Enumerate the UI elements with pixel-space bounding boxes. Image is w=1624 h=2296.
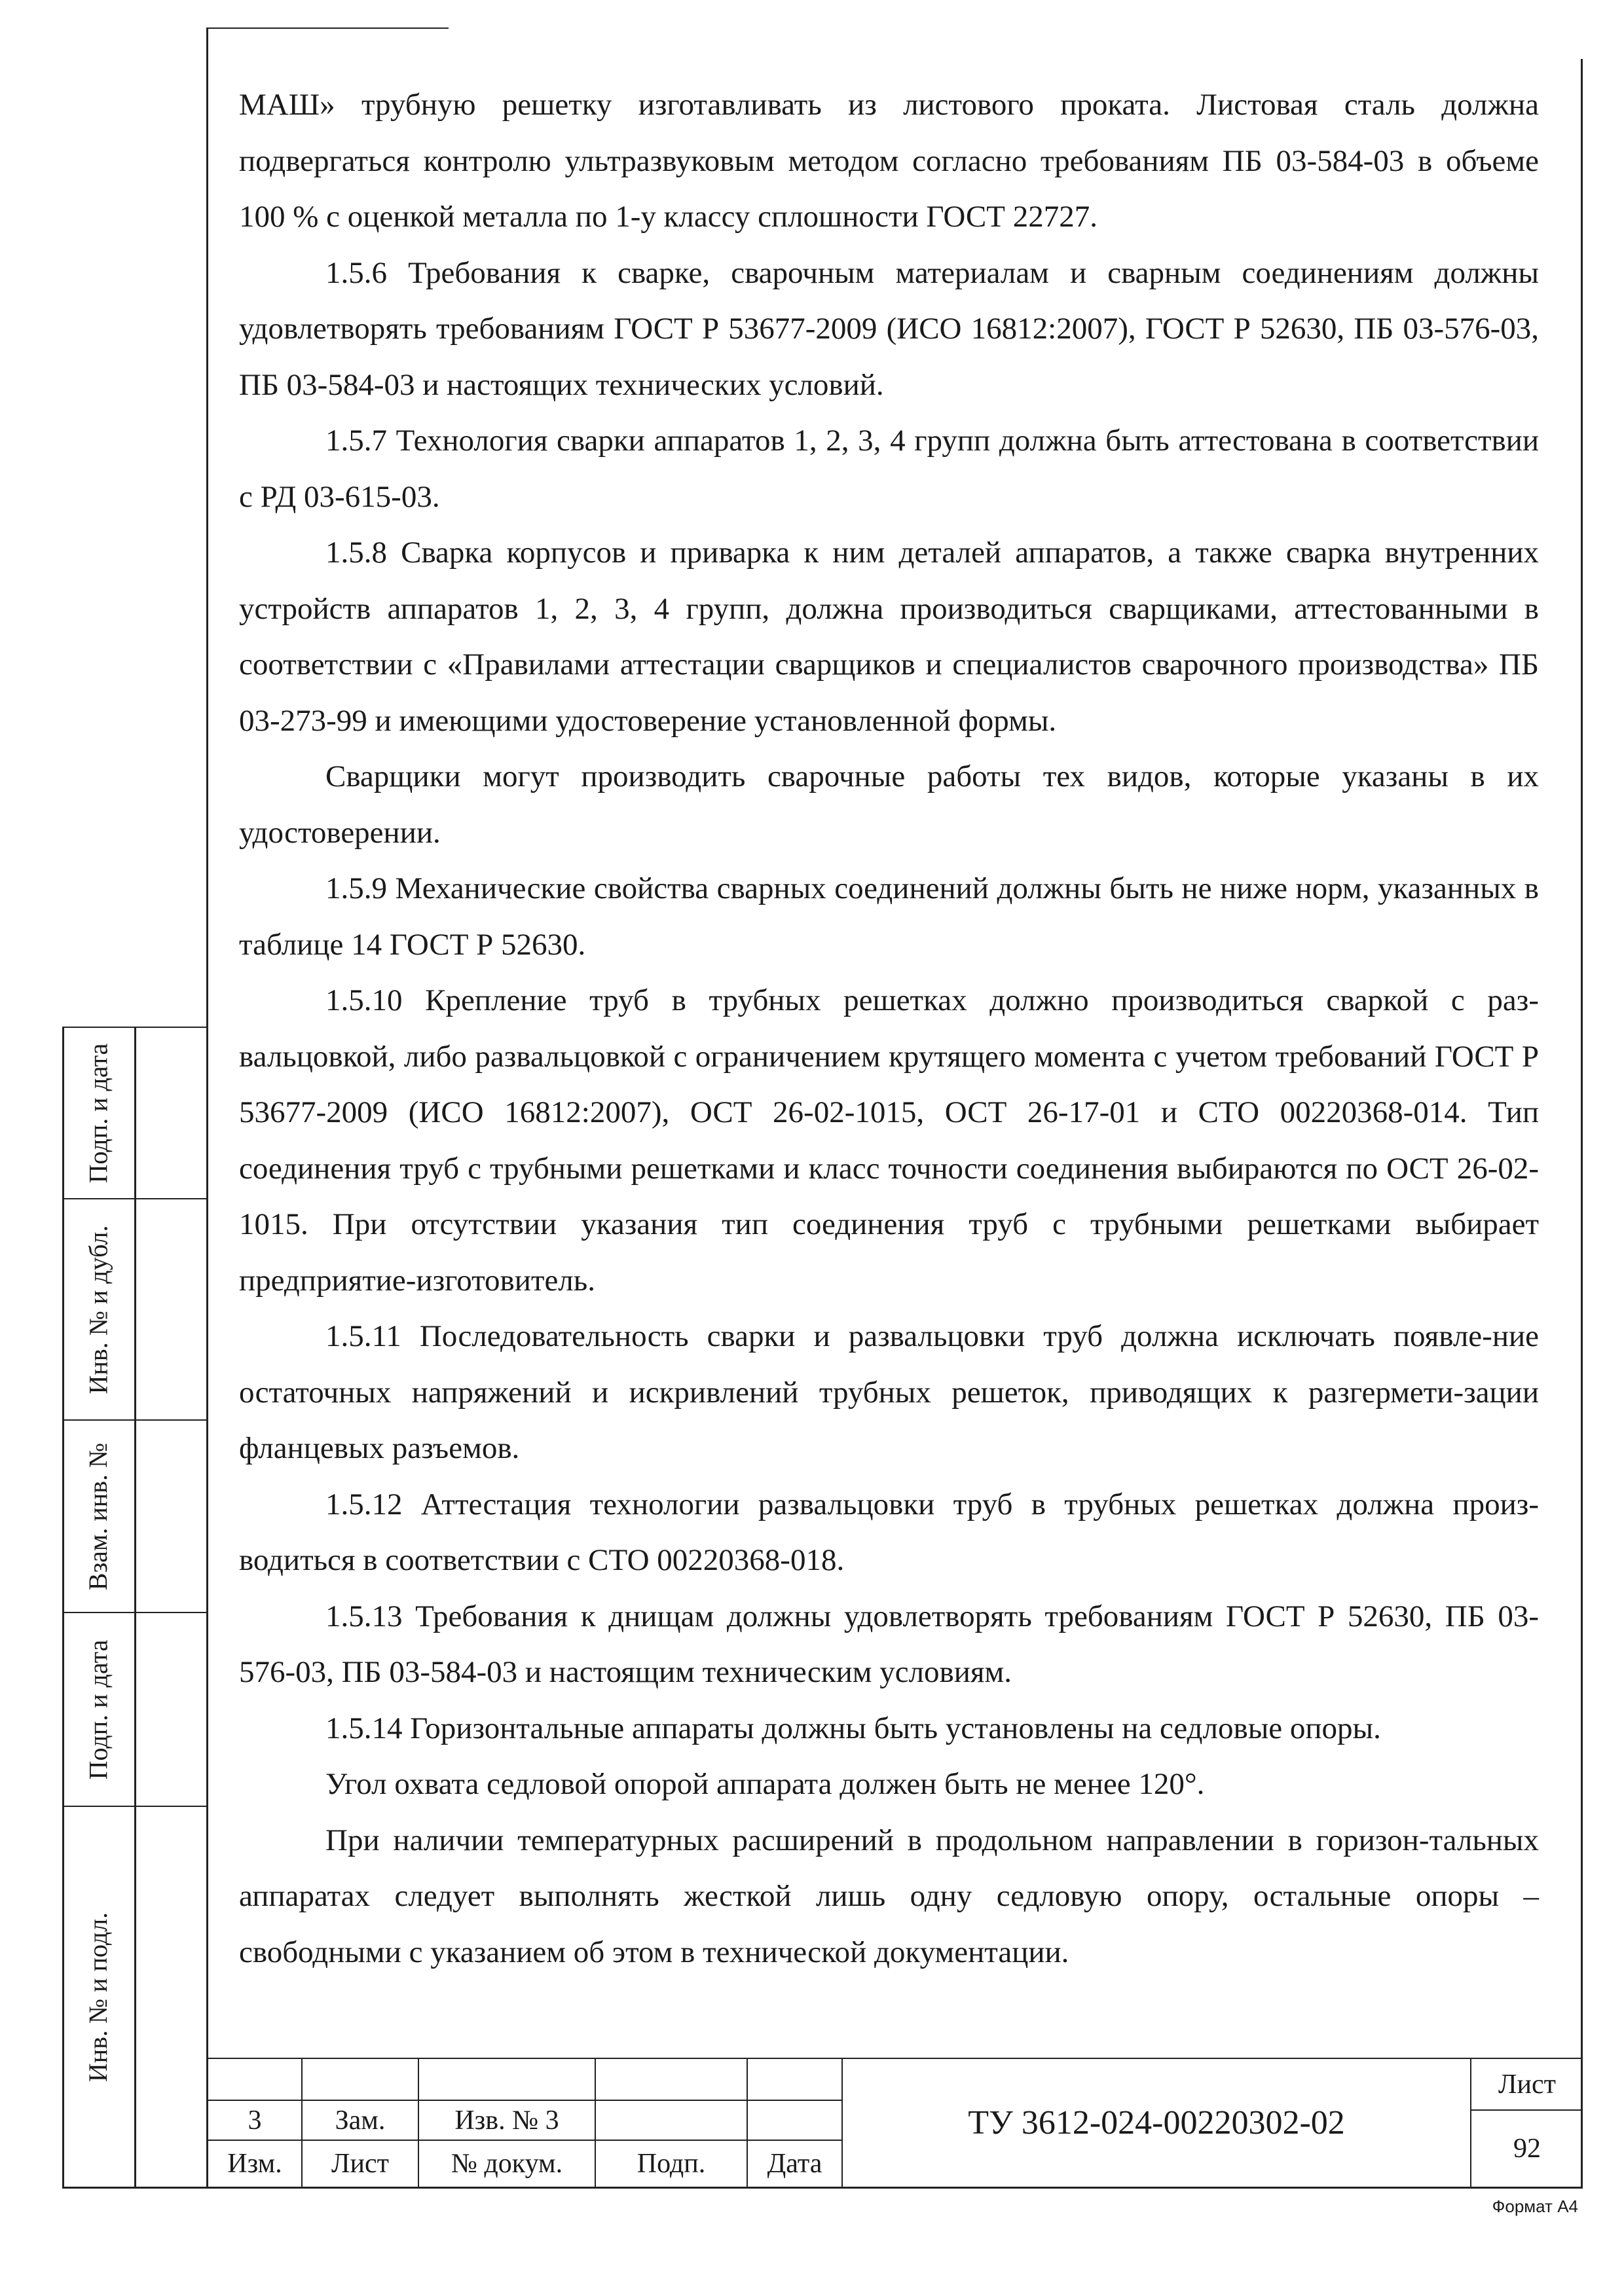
change-date-cell bbox=[748, 2101, 841, 2140]
paragraph: 1.5.13 Требования к днищам должны удовлетворять требованиям ГОСТ Р 52630, ПБ 03- 576-03, ПБ 03-584-03 и настоящим техническим условиям. bbox=[239, 1599, 1539, 1689]
header-signature: Подп. bbox=[637, 2149, 706, 2179]
sheet-number: 92 bbox=[1513, 2134, 1541, 2164]
sidebar-label-replace-inv: Взам. инв. № bbox=[83, 1442, 113, 1590]
paragraph: 1.5.14 Горизонтальные аппараты должны быть установлены на седловые опоры. bbox=[325, 1711, 1381, 1745]
sidebar-inner-border bbox=[134, 1027, 136, 2188]
sidebar-label-sign-date-1: Подп. и дата bbox=[83, 1043, 113, 1183]
paragraph: 1.5.6 Требования к сварке, сварочным материалам и сварным соединениям должны удовлетворять требованиям ГОСТ Р 53677-2009 (ИСО 16812:2007), ГОСТ Р 52630, ПБ 03-576-03, ПБ 03-584-03 и настоящих технических условий. bbox=[239, 255, 1539, 402]
header-change: Изм. bbox=[227, 2149, 282, 2179]
header-document-number: № докум. bbox=[451, 2149, 563, 2179]
paragraph: Угол охвата седловой опорой аппарата должен быть не менее 120°. bbox=[325, 1767, 1205, 1801]
paragraph: 1.5.9 Механические свойства сварных соединений должны быть не ниже норм, указанных в таблице 14 ГОСТ Р 52630. bbox=[239, 871, 1539, 962]
paragraph: При наличии температурных расширений в продольном направлении в горизон-тальных аппаратах следует выполнять жесткой лишь одну седловую опору, остальные опоры – свободными с указанием об этом в технической документации. bbox=[239, 1823, 1539, 1969]
paragraph: 1.5.8 Сварка корпусов и приварка к ним деталей аппаратов, а также сварка внутренних устройств аппаратов 1, 2, 3, 4 групп, должна производиться сварщиками, аттестованными в соответствии с «Правилами аттестации сварщиков и специалистов сварочного производства» ПБ 03-273-99 и имеющими удостоверение установленной формы. bbox=[239, 536, 1539, 738]
paragraph: Сварщики могут производить сварочные работы тех видов, которые указаны в их удостоверении. bbox=[239, 759, 1539, 850]
paragraph: 1.5.7 Технология сварки аппаратов 1, 2, 3, 4 групп должна быть аттестована в соответствии с РД 03-615-03. bbox=[239, 424, 1539, 514]
header-date: Дата bbox=[767, 2149, 822, 2179]
change-document-cell: Изв. № 3 bbox=[454, 2105, 559, 2136]
sidebar-label-sign-date-2: Подп. и дата bbox=[83, 1639, 113, 1779]
document-code: ТУ 3612-024-00220302-02 bbox=[968, 2104, 1345, 2141]
sidebar-label-inv-orig: Инв. № и подл. bbox=[83, 1912, 113, 2082]
top-short-rule bbox=[206, 27, 449, 29]
frame-left-border bbox=[206, 27, 208, 2188]
page-format: Формат А4 bbox=[1492, 2196, 1578, 2216]
frame-right-border bbox=[1581, 59, 1583, 2188]
sheet-label: Лист bbox=[1498, 2069, 1556, 2100]
paragraph: 1.5.12 Аттестация технологии развальцовки труб в трубных решетках должна произ-водиться в соответствии с СТО 00220368-018. bbox=[239, 1487, 1539, 1577]
frame-bottom-border bbox=[62, 2187, 1583, 2189]
paragraph: МАШ» трубную решетку изготавливать из листового проката. Листовая сталь должна подвергаться контролю ультразвуковым методом согласно требованиям ПБ 03-584-03 в объеме 100 % с оценкой металла по 1-у классу сплошности ГОСТ 22727. bbox=[239, 88, 1539, 234]
change-signature-cell bbox=[596, 2101, 747, 2140]
document-body bbox=[239, 77, 1539, 1980]
change-number-cell: 3 bbox=[248, 2105, 262, 2136]
change-sheet-cell: Зам. bbox=[335, 2105, 386, 2136]
paragraph: 1.5.10 Крепление труб в трубных решетках должно производиться сваркой с раз-вальцовкой, либо развальцовкой с ограничением крутящего момента с учетом требований ГОСТ Р 53677-2009 (ИСО 16812:2007), ОСТ 26-02-1015, ОСТ 26-17-01 и СТО 00220368-014. Тип соединения труб с трубными решетками и класс точности соединения выбираются по ОСТ 26-02-1015. При отсутствии указания тип соединения труб с трубными решетками выбирает предприятие-изготовитель. bbox=[239, 983, 1539, 1298]
header-sheet: Лист bbox=[331, 2149, 389, 2179]
sidebar-label-inv-dup: Инв. № и дубл. bbox=[83, 1225, 113, 1394]
paragraph: 1.5.11 Последовательность сварки и развальцовки труб должна исключать появле-ние остаточных напряжений и искривлений трубных решеток, приводящих к разгермети-зации фланцевых разъемов. bbox=[239, 1319, 1539, 1465]
